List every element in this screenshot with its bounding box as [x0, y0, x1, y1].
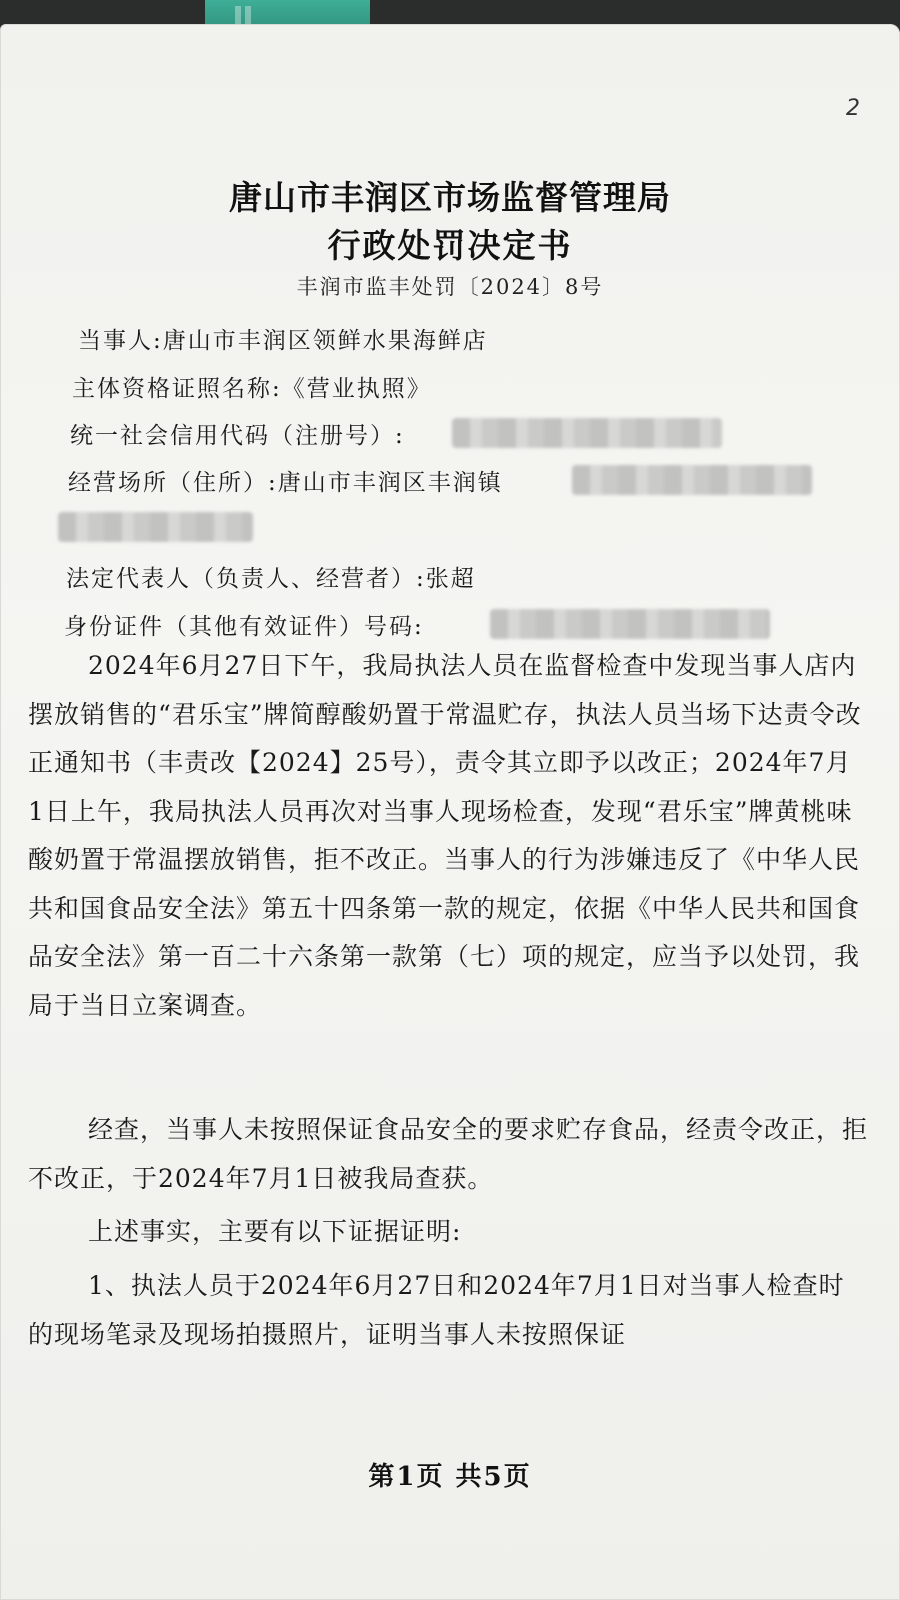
document-title: 行政处罚决定书: [327, 226, 573, 265]
license-label: 主体资格证照名称:: [72, 376, 282, 402]
paragraph-2-text: 经查，当事人未按照保证食品安全的要求贮存食品，经责令改正，拒不改正，于2024年7月1日被我局查获。: [28, 1115, 869, 1193]
paragraph-3: [28, 1208, 868, 1257]
document-sheet: [0, 24, 900, 1600]
credit-code-label: 统一社会信用代码（注册号）:: [70, 423, 405, 449]
party-value: 唐山市丰润区领鲜水果海鲜店: [162, 328, 488, 354]
paragraph-1: [28, 642, 868, 1030]
redacted-id-number: [490, 609, 770, 639]
legal-rep-line: [66, 560, 476, 593]
license-line: [72, 370, 432, 403]
paragraph-1-text: 2024年6月27日下午，我局执法人员在监督检查中发现当事人店内摆放销售的“君乐宝”牌简醇酸奶置于常温贮存，执法人员当场下达责令改正通知书（丰责改【2024】25号），责令其立即予以改正；2024年7月1日上午，我局执法人员再次对当事人现场检查，发现“君乐宝”牌黄桃味酸奶置于常温摆放销售，拒不改正。当事人的行为涉嫌违反了《中华人民共和国食品安全法》第五十四条第一款的规定，依据《中华人民共和国食品安全法》第一百二十六条第一款第（七）项的规定，应当予以处罚，我局于当日立案调查。: [28, 651, 862, 1020]
address-label: 经营场所（住所）:: [68, 470, 278, 496]
legal-rep-value: 张超: [425, 566, 476, 592]
license-value: 《营业执照》: [281, 376, 432, 402]
legal-rep-label: 法定代表人（负责人、经营者）:: [66, 566, 426, 592]
party-label: 当事人:: [78, 328, 163, 354]
redacted-address-2: [58, 512, 253, 542]
redacted-credit-code: [452, 418, 722, 448]
corner-page-mark: 2: [846, 96, 860, 121]
paragraph-2: [28, 1106, 868, 1203]
redacted-address-1: [572, 465, 812, 495]
party-line: [78, 322, 488, 355]
paragraph-3-text: 上述事实，主要有以下证据证明:: [88, 1217, 462, 1246]
address-line: [68, 464, 503, 497]
address-value: 唐山市丰润区丰润镇: [277, 470, 503, 496]
paragraph-4-text: 1、执法人员于2024年6月27日和2024年7月1日对当事人检查时的现场笔录及现场拍摄照片，证明当事人未按照保证: [28, 1271, 845, 1349]
id-number-label: 身份证件（其他有效证件）号码:: [64, 614, 424, 640]
document-number: 丰润市监丰处罚〔2024〕8号: [296, 275, 604, 299]
credit-code-line: [70, 417, 405, 450]
id-number-line: [64, 608, 424, 641]
agency-title: 唐山市丰润区市场监督管理局: [229, 178, 671, 217]
paragraph-4: [28, 1262, 868, 1359]
page-footer: 第1页 共5页: [368, 1462, 532, 1492]
